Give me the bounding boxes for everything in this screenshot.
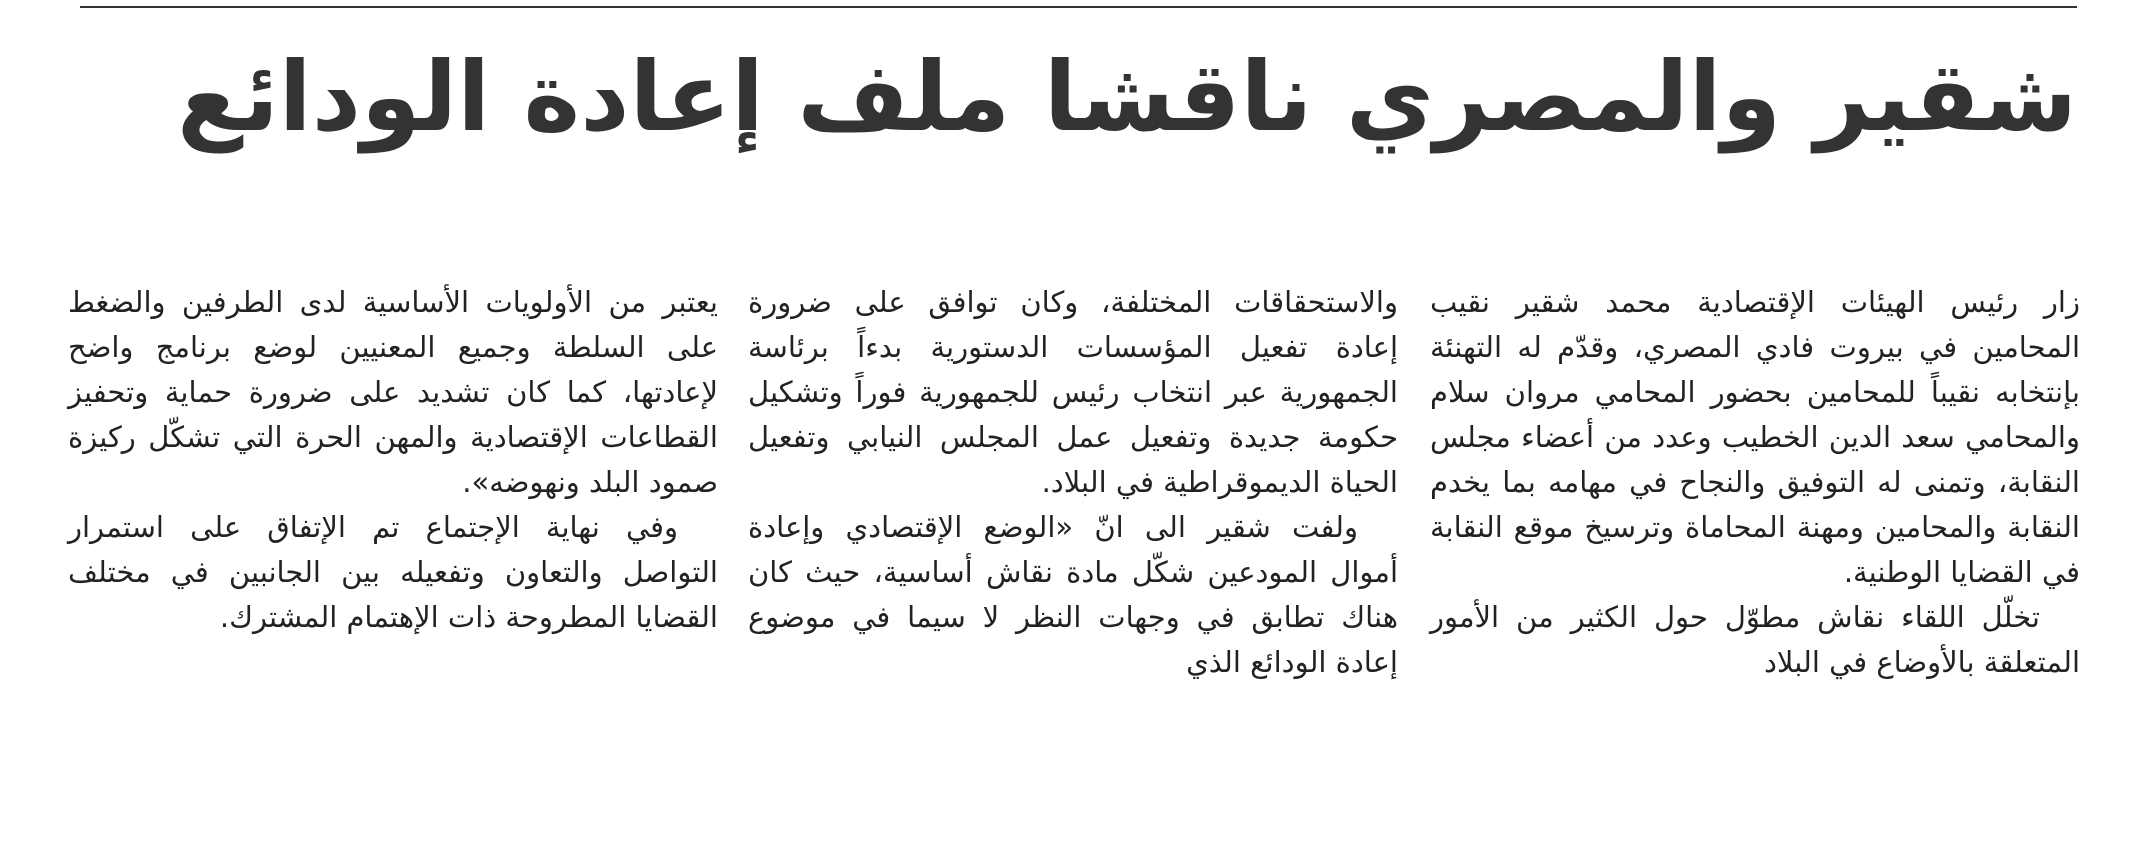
article-column-2 <box>748 280 1398 685</box>
paragraph: زار رئيس الهيئات الإقتصادية محمد شقير نقيب المحامين في بيروت فادي المصري، وقدّم له التهنئة بإنتخابه نقيباً للمحامين بحضور المحامي مروان سلام والمحامي سعد الدين الخطيب وعدد من أعضاء مجلس النقابة، وتمنى له التوفيق والنجاح في مهامه بما يخدم النقابة والمحامين ومهنة المحاماة وترسيخ موقع النقابة في القضايا الوطنية. <box>1430 285 2080 589</box>
paragraph: ولفت شقير الى انّ «الوضع الإقتصادي وإعادة أموال المودعين شكّل مادة نقاش أساسية، حيث كان هناك تطابق في وجهات النظر لا سيما في موضوع إعادة الودائع الذي <box>748 510 1398 679</box>
article-headline: شقير والمصري ناقشا ملف إعادة الودائع <box>177 41 2077 153</box>
paragraph: يعتبر من الأولويات الأساسية لدى الطرفين والضغط على السلطة وجميع المعنيين لوضع برنامج واضح لإعادتها، كما كان تشديد على ضرورة حماية وتحفيز القطاعات الإقتصادية والمهن الحرة التي تشكّل ركيزة صمود البلد ونهوضه». <box>68 285 718 499</box>
paragraph: والاستحقاقات المختلفة، وكان توافق على ضرورة إعادة تفعيل المؤسسات الدستورية بدءاً برئاسة الجمهورية عبر انتخاب رئيس للجمهورية فوراً وتشكيل حكومة جديدة وتفعيل عمل المجلس النيابي وتفعيل الحياة الديموقراطية في البلاد. <box>748 285 1398 499</box>
top-rule <box>80 6 2077 8</box>
paragraph: تخلّل اللقاء نقاش مطوّل حول الكثير من الأمور المتعلقة بالأوضاع في البلاد <box>1430 600 2080 679</box>
article-column-3 <box>68 280 718 640</box>
paragraph: وفي نهاية الإجتماع تم الإتفاق على استمرار التواصل والتعاون وتفعيله بين الجانبين في مختلف القضايا المطروحة ذات الإهتمام المشترك. <box>68 510 718 634</box>
article-column-1 <box>1430 280 2080 685</box>
article-body <box>68 280 2080 800</box>
